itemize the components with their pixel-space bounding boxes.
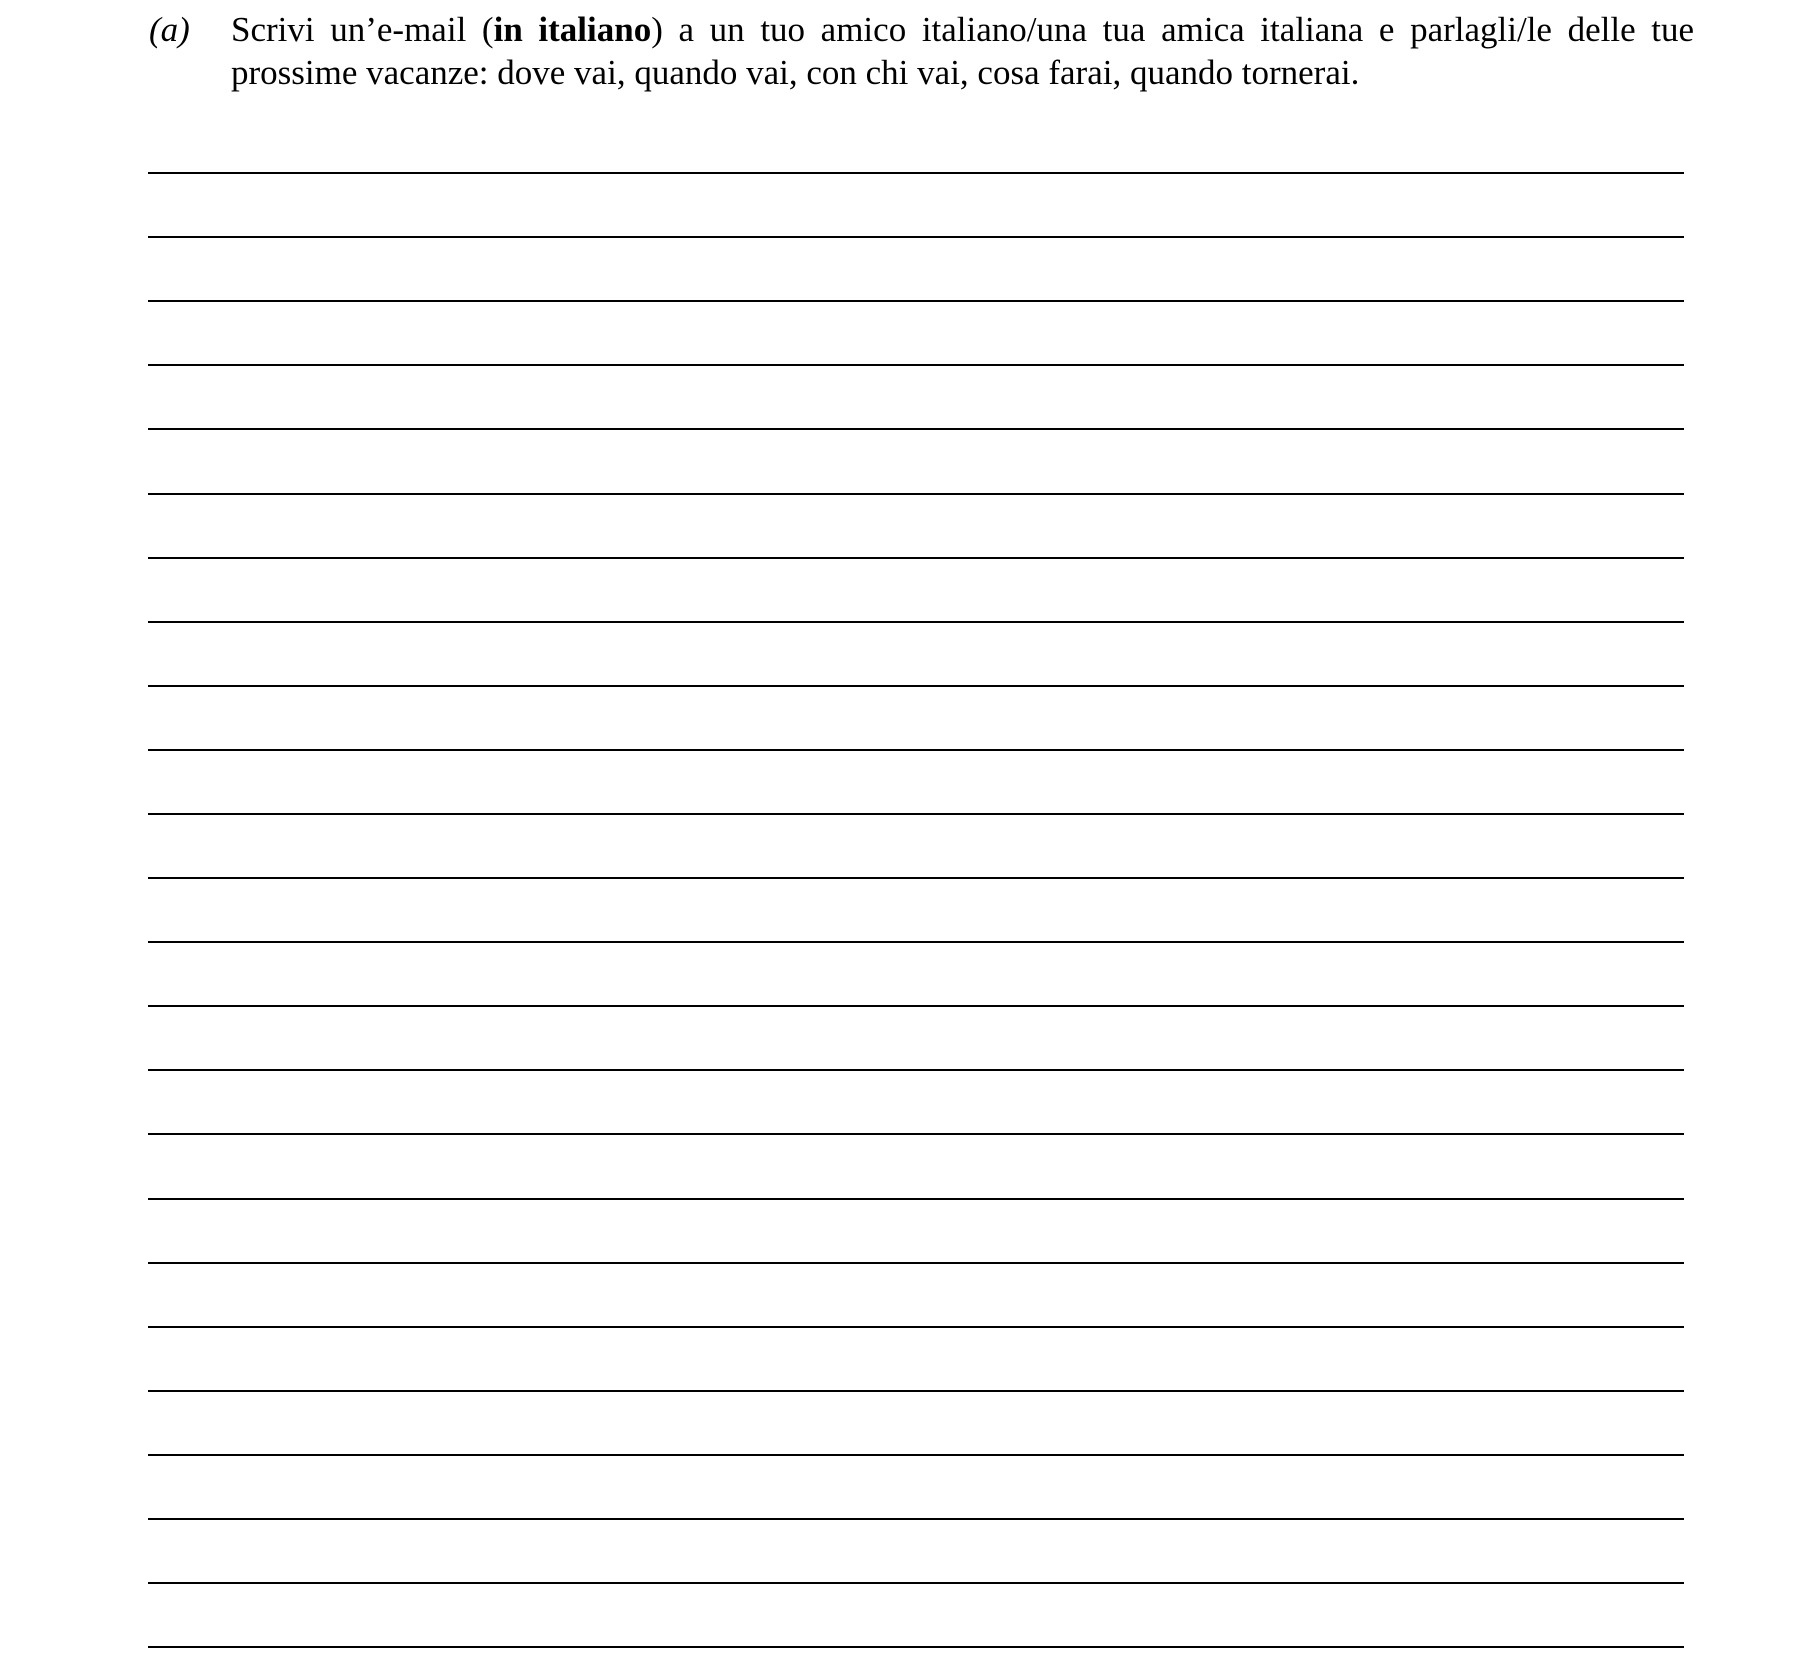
prompt-text-start: Scrivi un’e-mail (: [231, 10, 494, 49]
answer-line: [148, 493, 1684, 495]
answer-line: [148, 1005, 1684, 1007]
question-prompt: [231, 8, 1694, 94]
answer-line: [148, 428, 1684, 430]
answer-line: [148, 1262, 1684, 1264]
answer-line: [148, 1198, 1684, 1200]
answer-line: [148, 300, 1684, 302]
answer-line: [148, 621, 1684, 623]
question-prompt-line-1: [231, 8, 1694, 51]
answer-line: [148, 1646, 1684, 1648]
answer-line: [148, 877, 1684, 879]
answer-line: [148, 685, 1684, 687]
answer-line: [148, 941, 1684, 943]
answer-line: [148, 813, 1684, 815]
answer-line: [148, 364, 1684, 366]
answer-line: [148, 557, 1684, 559]
answer-line: [148, 236, 1684, 238]
answer-line: [148, 172, 1684, 174]
answer-line: [148, 1518, 1684, 1520]
answer-line: [148, 1133, 1684, 1135]
question-label: (a): [149, 10, 190, 49]
question-prompt-line-2: prossime vacanze: dove vai, quando vai, con chi vai, cosa farai, quando tornerai.: [231, 53, 1360, 92]
answer-line: [148, 1454, 1684, 1456]
answer-line: [148, 1326, 1684, 1328]
prompt-text-end: ) a un tuo amico italiano/una tua amica italiana e parlagli/le delle tue: [651, 10, 1695, 49]
prompt-emphasis: in italiano: [493, 10, 652, 49]
answer-line: [148, 1390, 1684, 1392]
answer-line: [148, 1582, 1684, 1584]
answer-line: [148, 1069, 1684, 1071]
answer-line: [148, 749, 1684, 751]
